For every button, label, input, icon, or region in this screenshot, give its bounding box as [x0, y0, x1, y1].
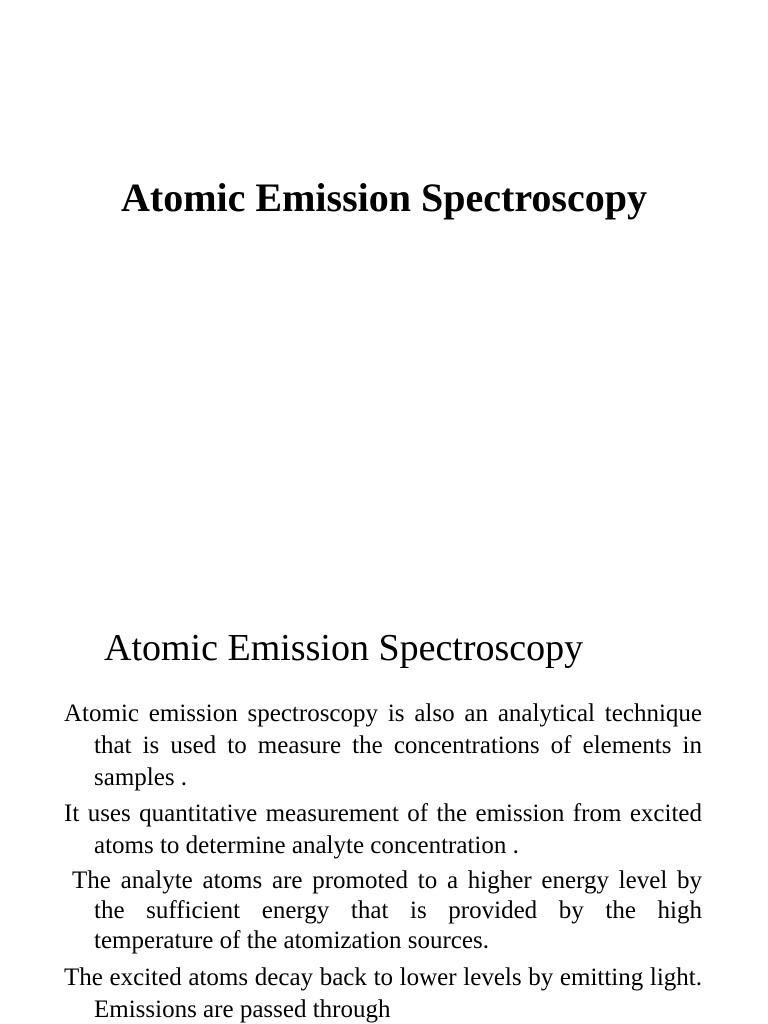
title-slide	[0, 0, 768, 500]
paragraph-excitation: The analyte atoms are promoted to a higher energy level by the sufficient energy that is provided by the high temperature of the atomization sources.	[72, 867, 702, 954]
paragraph-definition: Atomic emission spectroscopy is also an analytical technique that is used to measure the concentrations of elements in samples .	[64, 700, 702, 791]
slide-title: Atomic Emission Spectroscopy	[121, 175, 647, 220]
paragraph-measurement: It uses quantitative measurement of the emission from excited atoms to determine analyte concentration .	[64, 800, 702, 859]
slide-heading: Atomic Emission Spectroscopy	[104, 627, 584, 669]
paragraph-decay: The excited atoms decay back to lower levels by emitting light. Emissions are passed through	[64, 964, 702, 1023]
content-slide	[0, 600, 768, 1024]
slide-body	[64, 698, 702, 1024]
